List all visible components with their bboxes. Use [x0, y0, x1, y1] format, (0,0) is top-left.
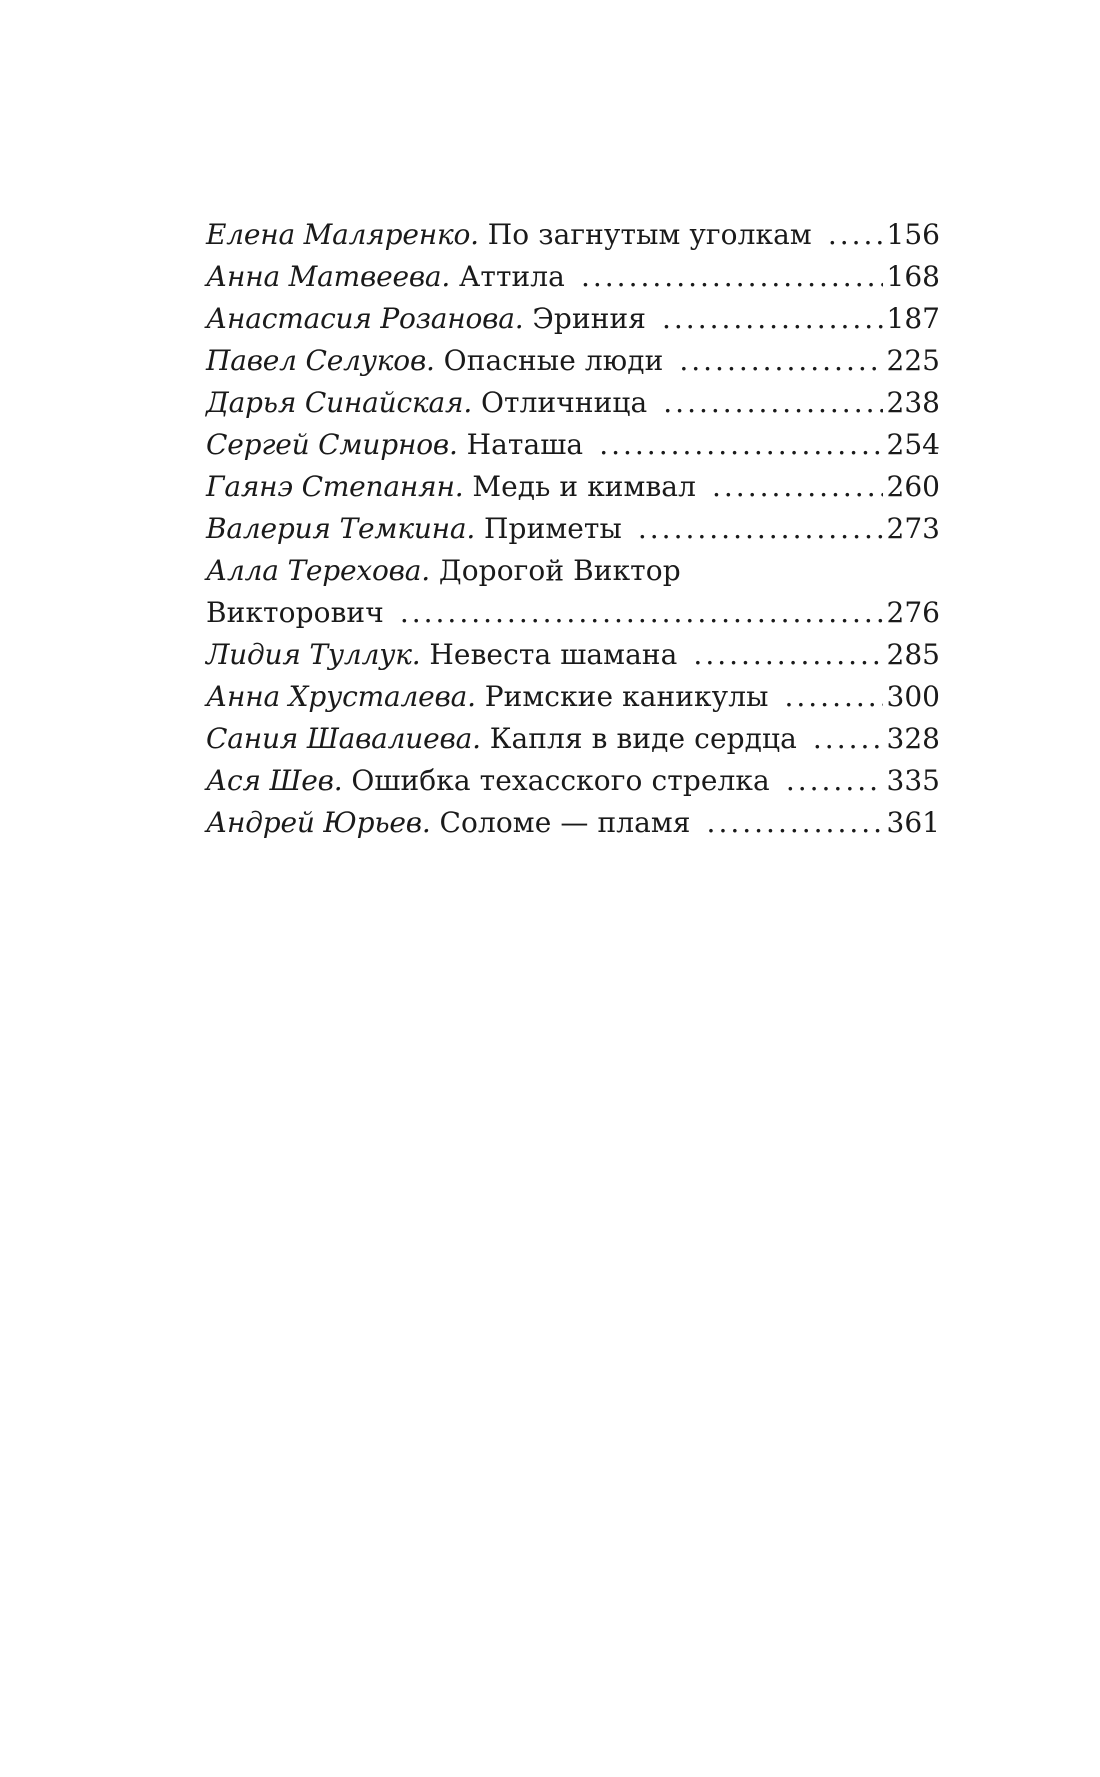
toc-title: Медь и кимвал: [472, 470, 696, 503]
toc-author: Ася Шев.: [206, 764, 343, 797]
toc-author: Валерия Темкина.: [206, 512, 476, 545]
table-of-contents: [206, 214, 940, 844]
toc-author: Павел Селуков.: [206, 344, 435, 377]
toc-entry: [206, 424, 940, 466]
toc-author: Елена Маляренко.: [206, 218, 479, 251]
toc-title-continuation: Викторович: [206, 596, 384, 629]
toc-title: Наташа: [466, 428, 584, 461]
toc-author: Гаянэ Степанян.: [206, 470, 464, 503]
toc-title: Отличница: [480, 386, 648, 419]
toc-entry-continuation: [206, 592, 940, 634]
toc-page-number: 361: [886, 806, 940, 839]
toc-entry: [206, 634, 940, 676]
toc-title: Приметы: [484, 512, 622, 545]
dot-leader: [784, 676, 882, 718]
dot-leader: [663, 382, 882, 424]
toc-entry: [206, 802, 940, 844]
dot-leader: [581, 256, 883, 298]
toc-title: Ошибка техасского стрелка: [351, 764, 770, 797]
dot-leader: [712, 466, 883, 508]
toc-author: Сания Шавалиева.: [206, 722, 481, 755]
toc-author: Алла Терехова.: [206, 554, 430, 587]
toc-title: Невеста шамана: [429, 638, 678, 671]
toc-author: Анна Матвеева.: [206, 260, 451, 293]
toc-entry: [206, 214, 940, 256]
toc-entry: [206, 760, 940, 802]
toc-page-number: 328: [886, 722, 940, 755]
toc-author: Анастасия Розанова.: [206, 302, 524, 335]
toc-entry: [206, 340, 940, 382]
toc-page-number: 254: [886, 428, 940, 461]
dot-leader: [813, 718, 883, 760]
toc-title: Опасные люди: [443, 344, 664, 377]
toc-page-number: 238: [886, 386, 940, 419]
toc-author: Андрей Юрьев.: [206, 806, 431, 839]
toc-page-number: 168: [886, 260, 940, 293]
toc-entry: [206, 466, 940, 508]
toc-entry: [206, 550, 940, 592]
toc-page-number: 187: [886, 302, 940, 335]
dot-leader: [400, 592, 883, 634]
dot-leader: [786, 760, 883, 802]
toc-entry: [206, 676, 940, 718]
toc-page-number: 300: [886, 680, 940, 713]
toc-entry: [206, 298, 940, 340]
toc-author: Лидия Туллук.: [206, 638, 421, 671]
toc-title: Дорогой Виктор: [438, 554, 681, 587]
toc-title: Соломе — пламя: [439, 806, 691, 839]
toc-entry: [206, 718, 940, 760]
dot-leader: [638, 508, 883, 550]
dot-leader: [693, 634, 882, 676]
dot-leader: [707, 802, 883, 844]
toc-author: Дарья Синайская.: [206, 386, 473, 419]
dot-leader: [662, 298, 883, 340]
dot-leader: [599, 424, 882, 466]
dot-leader: [679, 340, 882, 382]
toc-page-number: 260: [886, 470, 940, 503]
toc-page-number: 276: [886, 596, 940, 629]
toc-title: Римские каникулы: [484, 680, 769, 713]
toc-page-number: 335: [886, 764, 940, 797]
toc-page-number: 156: [886, 218, 940, 251]
toc-author: Анна Хрусталева.: [206, 680, 476, 713]
dot-leader: [828, 214, 883, 256]
toc-title: Капля в виде сердца: [489, 722, 797, 755]
toc-author: Сергей Смирнов.: [206, 428, 458, 461]
toc-title: Аттила: [459, 260, 565, 293]
toc-title: По загнутым уголкам: [487, 218, 812, 251]
toc-title: Эриния: [532, 302, 646, 335]
toc-entry: [206, 382, 940, 424]
toc-page-number: 273: [886, 512, 940, 545]
toc-page-number: 225: [886, 344, 940, 377]
toc-entry: [206, 508, 940, 550]
toc-page-number: 285: [886, 638, 940, 671]
toc-entry: [206, 256, 940, 298]
